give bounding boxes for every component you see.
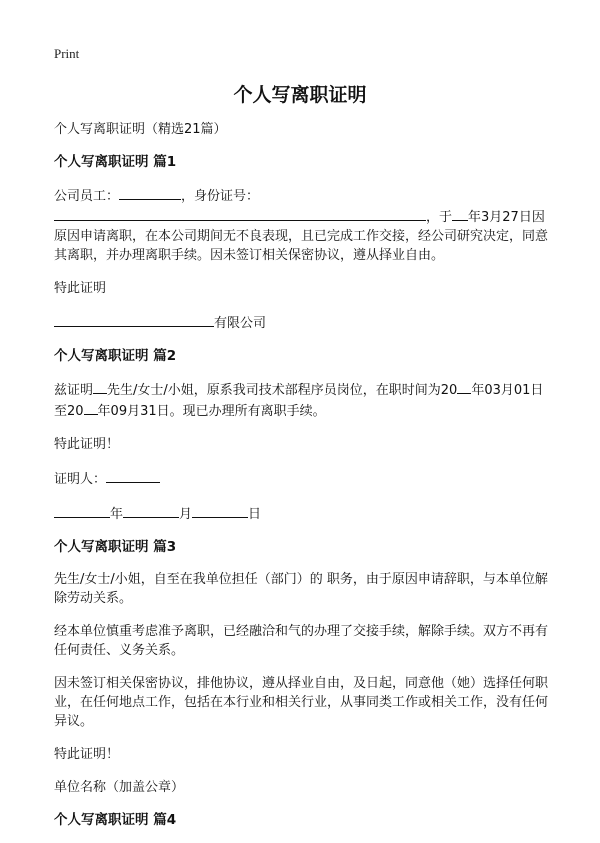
document-body: [54, 120, 548, 843]
print-link[interactable]: Print: [54, 46, 80, 61]
section-3-paragraph-1: 先生/女士/小姐，自至在我单位担任（部门）的 职务，由于原因申请辞职，与本单位解除劳动关系。: [54, 572, 548, 606]
year-blank: [452, 206, 468, 221]
employee-name-blank: [119, 185, 181, 200]
section-3-certify-text: 特此证明！: [54, 747, 120, 762]
start-year-blank: [457, 379, 471, 394]
witness-label: 证明人：: [54, 472, 107, 487]
person-name-blank: [93, 379, 107, 394]
section-3-unit-name: 单位名称（加盖公章）: [54, 780, 185, 795]
witness-blank: [106, 468, 160, 483]
year-label: 年: [110, 507, 124, 522]
section-heading-4: 个人写离职证明 篇4: [54, 812, 177, 828]
date-year-blank: [54, 503, 110, 518]
month-label: 月: [179, 507, 193, 522]
company-name-blank: [54, 312, 214, 327]
section-heading-3: 个人写离职证明 篇3: [54, 539, 177, 555]
section-2-text-a: 先生/女士/小姐，原系我司技术部程序员岗位，在职时间为20: [107, 383, 458, 398]
section-2-witness-line: [54, 468, 548, 489]
section-2-text-b: 年03月01日至20: [54, 383, 544, 419]
date-month-blank: [123, 503, 179, 518]
employee-label: 公司员工：: [54, 189, 120, 204]
section-2-paragraph-1: [54, 379, 548, 421]
section-1-certify-text: 特此证明: [54, 281, 107, 296]
section-1-body-text: 原因申请离职，在本公司期间无不良表现，且已完成工作交接，经公司研究决定，同意其离职，并办理离职手续。因未签订相关保密协议，遵从择业自由。: [54, 229, 549, 263]
intro-text: 个人写离职证明（精选21篇）: [54, 122, 227, 137]
company-suffix: 有限公司: [214, 316, 267, 331]
section-2-certify-text: 特此证明！: [54, 437, 120, 452]
section-heading-1: 个人写离职证明 篇1: [54, 154, 177, 170]
on-date-text: ，于: [426, 210, 453, 225]
day-label: 日: [248, 507, 262, 522]
section-2-text-c: 年09月31日。现已办理所有离职手续。: [97, 404, 326, 419]
id-number-label: ，身份证号：: [181, 189, 260, 204]
section-heading-2: 个人写离职证明 篇2: [54, 348, 177, 364]
section-1-company-line: [54, 312, 548, 333]
document-title: 个人写离职证明: [233, 84, 367, 106]
date-day-blank: [192, 503, 248, 518]
date-reason-text: 年3月27日因: [468, 210, 545, 225]
section-3-paragraph-2: 经本单位慎重考虑准予离职，已经融洽和气的办理了交接手续，解除手续。双方不再有任何责任、义务关系。: [54, 624, 549, 658]
section-2-date-line: [54, 503, 548, 524]
section-1-paragraph-1: [54, 185, 548, 265]
end-year-blank: [84, 400, 98, 415]
id-number-blank: [54, 206, 426, 221]
certify-prefix: 兹证明: [54, 383, 94, 398]
section-3-paragraph-3: 因未签订相关保密协议，排他协议，遵从择业自由，及日起，同意他（她）选择任何职业，在任何地点工作，包括在本行业和相关行业，从事同类工作或相关工作，没有任何异议。: [54, 676, 549, 729]
